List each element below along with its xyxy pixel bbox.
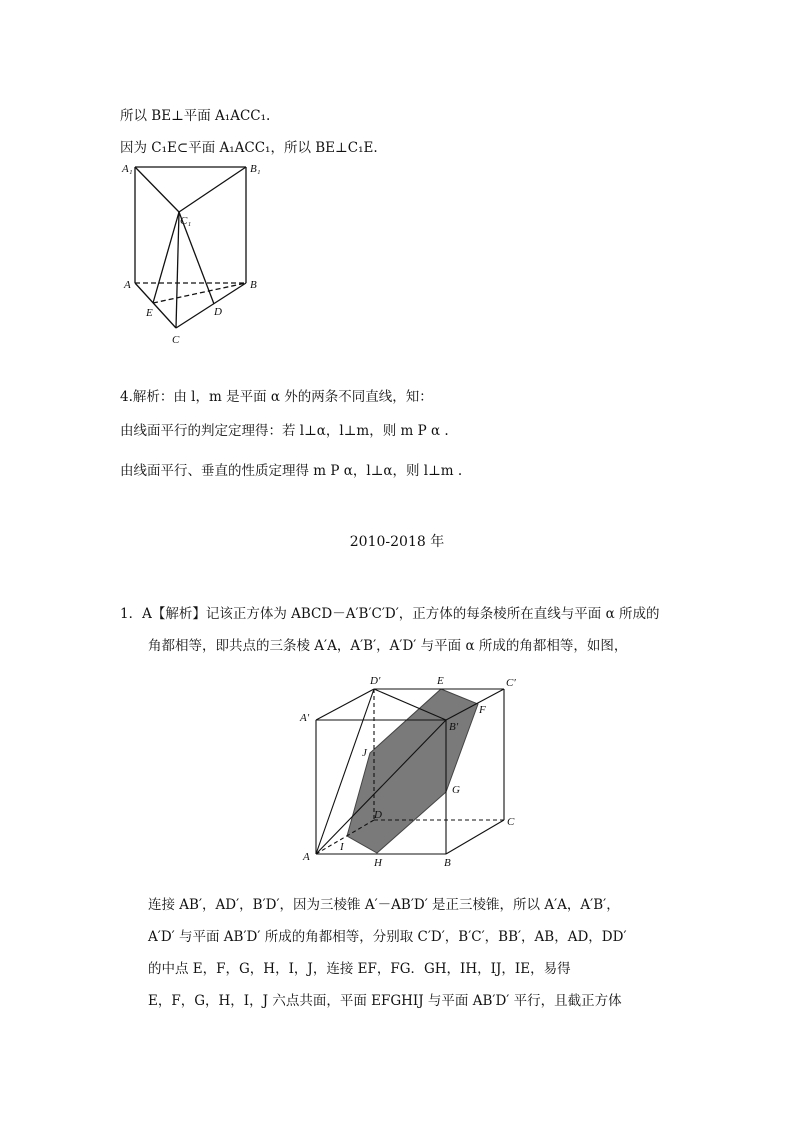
proof-line-1: 所以 BE⊥平面 A₁ACC₁. — [120, 108, 271, 124]
label-C2: C — [507, 816, 515, 828]
q4-line-2: 由线面平行的判定定理得：若 l⊥α，l⊥m，则 m P α . — [120, 423, 449, 439]
section-title: 2010-2018 年 — [349, 534, 445, 550]
label-D: D — [214, 306, 222, 318]
label-Dp: D′ — [370, 675, 381, 687]
answer-1-para2-line-3: 的中点 E，F，G，H，I，J，连接 EF，FG．GH，IH，IJ，IE，易得 — [148, 961, 571, 977]
label-E: E — [146, 307, 153, 319]
label-E2: E — [437, 675, 444, 687]
label-B: B — [250, 279, 257, 291]
label-Ap: A′ — [300, 712, 310, 724]
label-Cp: C′ — [506, 677, 516, 689]
label-F: F — [479, 704, 486, 716]
q4-line-3: 由线面平行、垂直的性质定理得 m P α，l⊥α，则 l⊥m . — [120, 463, 463, 479]
proof-line-2: 因为 C₁E⊂平面 A₁ACC₁，所以 BE⊥C₁E. — [120, 140, 378, 156]
label-C1: C₁ — [180, 215, 192, 227]
label-Bp: B′ — [449, 721, 459, 733]
answer-1-para2-line-1: 连接 AB′，AD′，B′D′，因为三棱锥 A′－AB′D′ 是正三棱锥，所以 A′A，A′B′， — [148, 897, 620, 913]
label-C: C — [172, 334, 180, 346]
label-D2: D — [374, 809, 382, 821]
label-A2: A — [303, 851, 310, 863]
label-A: A — [124, 279, 131, 291]
label-G: G — [452, 784, 460, 796]
label-I: I — [340, 841, 344, 853]
answer-1-para2-line-4: E，F，G，H，I，J 六点共面，平面 EFGHIJ 与平面 AB′D′ 平行，且截正方体 — [148, 993, 622, 1009]
label-H: H — [374, 857, 382, 869]
q4-intro: 4.解析：由 l，m 是平面 α 外的两条不同直线，知： — [120, 389, 433, 405]
label-B1: B₁ — [250, 163, 261, 175]
label-J: J — [362, 747, 367, 759]
answer-1-para2-line-2: A′D′ 与平面 AB′D′ 所成的角都相等，分别取 C′D′，B′C′，BB′，AB，AD，DD′ — [148, 929, 627, 945]
label-A1: A₁ — [122, 163, 133, 175]
label-B2: B — [444, 857, 451, 869]
answer-1-line-1: 1．A【解析】记该正方体为 ABCD－A′B′C′D′，正方体的每条棱所在直线与平面 α 所成的 — [120, 606, 660, 622]
answer-1-line-2: 角都相等，即共点的三条棱 A′A，A′B′，A′D′ 与平面 α 所成的角都相等，如图， — [148, 638, 628, 654]
